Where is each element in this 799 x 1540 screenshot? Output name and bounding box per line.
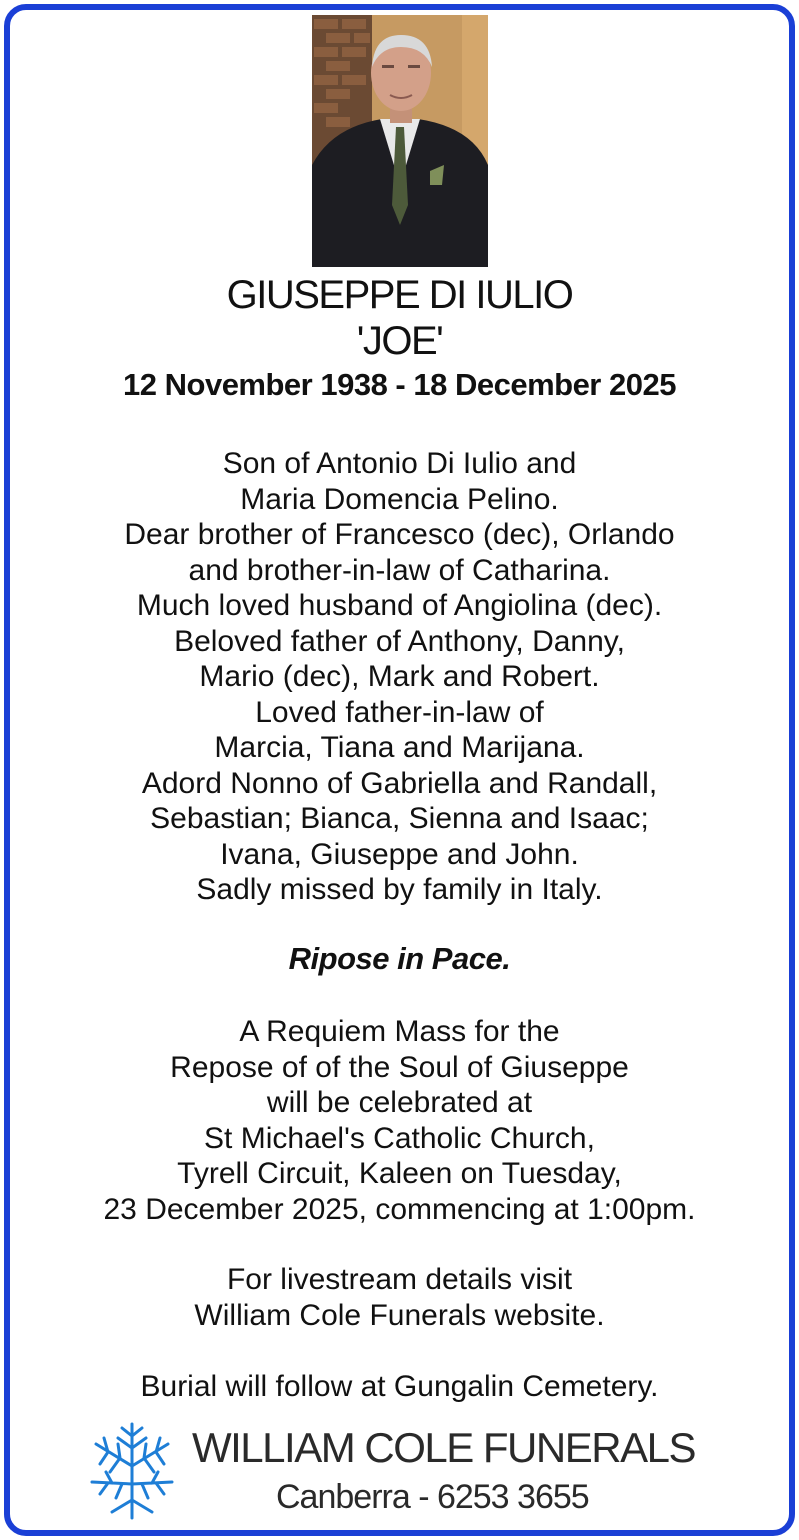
livestream-line: For livestream details visit: [226, 1263, 573, 1296]
family-line: Mario (dec), Mark and Robert.: [199, 660, 600, 693]
life-dates: 12 November 1938 - 18 December 2025: [123, 367, 676, 402]
ripose-in-pace: Ripose in Pace.: [288, 941, 511, 976]
family-line: Ivana, Giuseppe and John.: [220, 837, 579, 871]
family-line: Sadly missed by family in Italy.: [196, 873, 603, 906]
mass-line: Repose of of the Soul of Giuseppe: [170, 1050, 629, 1084]
mass-line: A Requiem Mass for the: [239, 1015, 560, 1048]
deceased-nickname: 'JOE': [356, 319, 443, 363]
family-line: and brother-in-law of Catharina.: [188, 553, 611, 587]
mass-line: Tyrell Circuit, Kaleen on Tuesday,: [177, 1157, 622, 1190]
portrait-photo: [312, 15, 488, 267]
mass-line: will be celebrated at: [266, 1086, 533, 1119]
family-line: Son of Antonio Di Iulio and: [222, 447, 577, 480]
maple-leaf-icon: [82, 1418, 182, 1522]
mass-line: 23 December 2025, commencing at 1:00pm.: [103, 1192, 696, 1226]
family-line: Much loved husband of Angiolina (dec).: [136, 589, 663, 622]
family-line: Maria Domencia Pelino.: [240, 482, 559, 516]
family-line: Beloved father of Anthony, Danny,: [174, 624, 625, 658]
livestream-paragraph: [0, 1262, 799, 1333]
family-line: Loved father-in-law of: [255, 695, 544, 729]
family-line: Marcia, Tiana and Marijana.: [214, 731, 585, 764]
deceased-name: GIUSEPPE DI IULIO: [226, 273, 573, 317]
funeral-home-name: WILLIAM COLE FUNERALS: [192, 1424, 695, 1471]
family-line: Sebastian; Bianca, Sienna and Isaac;: [150, 802, 649, 835]
funeral-home-phone: Canberra - 6253 3655: [276, 1478, 589, 1516]
family-line: Adord Nonno of Gabriella and Randall,: [141, 766, 658, 800]
mass-paragraph: [0, 1014, 799, 1227]
family-paragraph: [0, 446, 799, 908]
livestream-line: William Cole Funerals website.: [194, 1298, 605, 1332]
burial-paragraph: [0, 1369, 799, 1405]
family-line: Dear brother of Francesco (dec), Orlando: [124, 518, 675, 551]
mass-line: St Michael's Catholic Church,: [204, 1121, 595, 1155]
burial-line: Burial will follow at Gungalin Cemetery.: [140, 1370, 659, 1403]
